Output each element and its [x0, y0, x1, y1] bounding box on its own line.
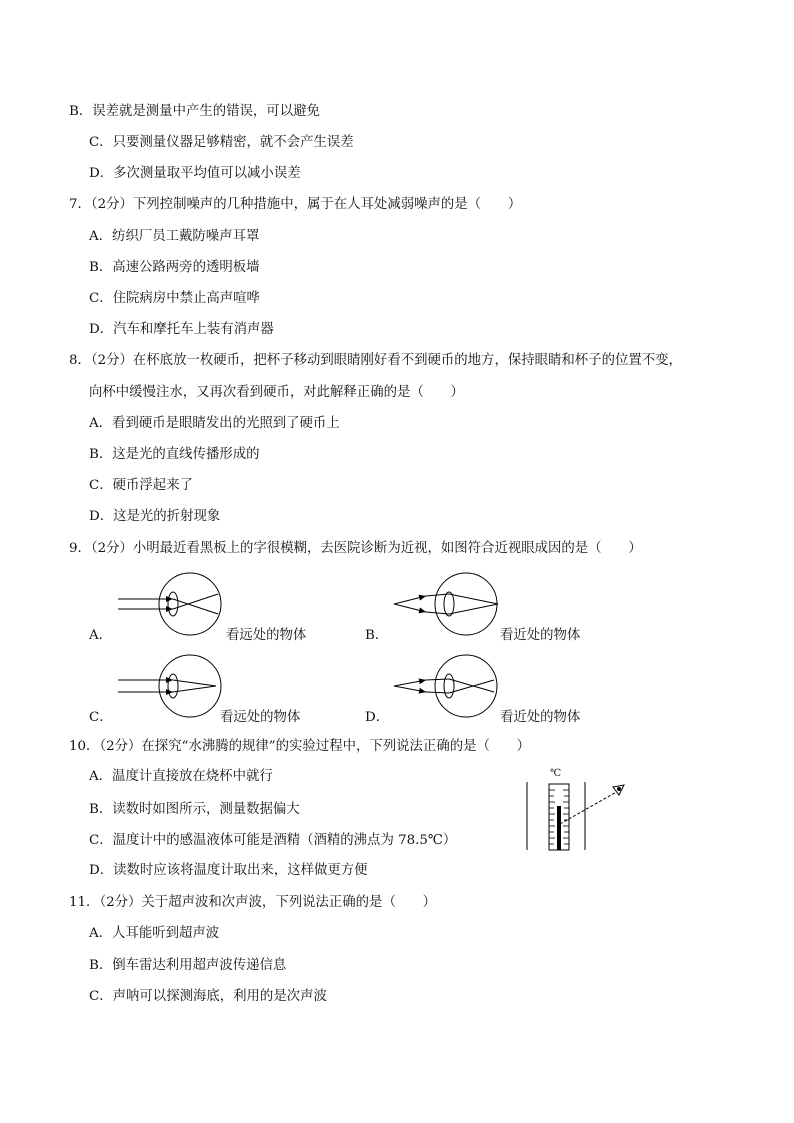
q10-option-b: B．读数时如图所示，测量数据偏大	[89, 802, 300, 817]
q10-option-a: A．温度计直接放在烧杯中就行	[89, 769, 273, 784]
q9-option-d-caption: 看近处的物体	[500, 710, 581, 725]
q8-option-a: A．看到硬币是眼睛发出的光照到了硬币上	[89, 416, 340, 431]
q9-stem: 9．（2分）小明最近看黑板上的字很模糊，去医院诊断为近视，如图符合近视眼成因的是（ ）	[69, 541, 642, 556]
q9-option-c-letter: C．	[89, 710, 113, 725]
eye-diagram-d	[386, 652, 516, 722]
q8-option-c: C．硬币浮起来了	[89, 478, 193, 493]
q9-option-a-letter: A．	[89, 628, 113, 643]
q11-option-a: A．人耳能听到超声波	[89, 926, 220, 941]
q7-option-c: C．住院病房中禁止高声喧哗	[89, 291, 260, 306]
q10-option-d: D．读数时应该将温度计取出来，这样做更方便	[89, 863, 368, 878]
q7-option-d: D．汽车和摩托车上装有消声器	[89, 322, 274, 337]
q11-option-b: B．倒车雷达利用超声波传递信息	[89, 958, 287, 973]
eye-diagram-c	[110, 652, 230, 722]
q8-stem-line1: 8．（2分）在杯底放一枚硬币，把杯子移动到眼睛刚好看不到硬币的地方，保持眼睛和杯子的位置不变，	[69, 353, 682, 368]
q9-option-b-caption: 看近处的物体	[500, 628, 581, 643]
q9-option-d-letter: D．	[365, 710, 390, 725]
q8-stem-line2: 向杯中缓慢注水，又再次看到硬币，对此解释正确的是（ ）	[89, 385, 464, 400]
q6-option-b: B．误差就是测量中产生的错误，可以避免	[69, 104, 320, 119]
q10-stem: 10．（2分）在探究“水沸腾的规律”的实验过程中，下列说法正确的是（ ）	[69, 739, 531, 754]
q8-option-d: D．这是光的折射现象	[89, 509, 221, 524]
q9-option-a-caption: 看远处的物体	[226, 628, 307, 643]
q11-stem: 11．（2分）关于超声波和次声波，下列说法正确的是（ ）	[69, 895, 437, 910]
q7-option-b: B．高速公路两旁的透明板墙	[89, 260, 260, 275]
q9-option-c-caption: 看远处的物体	[220, 710, 301, 725]
q7-stem: 7．（2分）下列控制噪声的几种措施中，属于在人耳处减弱噪声的是（ ）	[69, 197, 522, 212]
q6-option-d: D．多次测量取平均值可以减小误差	[89, 166, 301, 181]
q11-option-c: C．声呐可以探测海底，利用的是次声波	[89, 989, 327, 1004]
q7-option-a: A．纺织厂员工戴防噪声耳罩	[89, 229, 260, 244]
q9-option-b-letter: B．	[365, 628, 389, 643]
thermometer-unit-label: ℃	[550, 768, 562, 779]
q10-option-c: C．温度计中的感温液体可能是酒精（酒精的沸点为 78.5℃）	[89, 833, 457, 848]
q6-option-c: C．只要测量仪器足够精密，就不会产生误差	[89, 135, 354, 150]
q8-option-b: B．这是光的直线传播形成的	[89, 447, 260, 462]
eye-diagram-a	[110, 570, 230, 640]
thermometer-diagram	[520, 768, 640, 854]
eye-diagram-b	[386, 570, 516, 640]
